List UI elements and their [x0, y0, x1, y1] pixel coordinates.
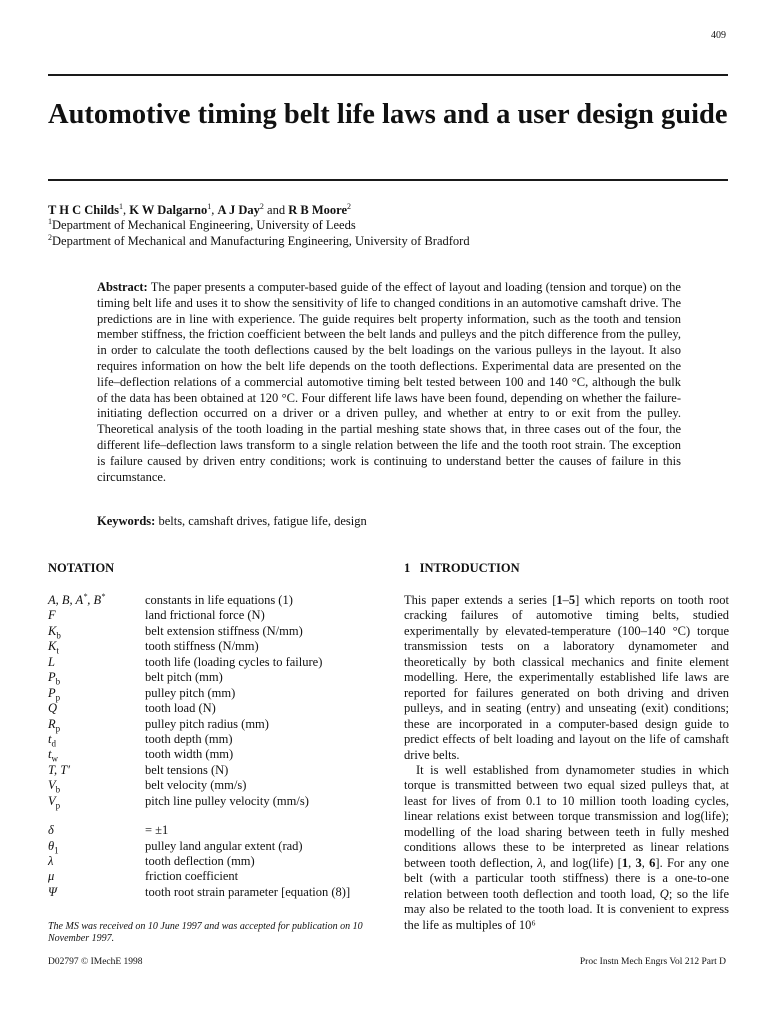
author-list: T H C Childs$^1$, K W Dalgarno$^1$, A J Day$^2$ and R B Moore$^2$	[48, 201, 351, 217]
notation-symbol: μ	[48, 869, 55, 884]
affiliation-1: $^1$Department of Mechanical Engineering, University of Leeds	[48, 216, 356, 232]
notation-description: pitch line pulley velocity (mm/s)	[145, 793, 309, 808]
notation-row	[48, 686, 378, 701]
notation-description: pulley land angular extent (rad)	[145, 838, 303, 853]
notation-description: tooth stiffness (N/mm)	[145, 639, 259, 654]
notation-description: belt velocity (mm/s)	[145, 778, 247, 793]
notation-symbol: $P_b$	[48, 670, 61, 687]
notation-symbol: A, B, A*, B*	[48, 591, 106, 607]
notation-symbol: $t_w$	[48, 747, 58, 764]
notation-row	[48, 778, 378, 793]
introduction-heading: 1 INTRODUCTION	[404, 561, 520, 575]
author-name: A J Day	[217, 203, 260, 217]
notation-description: tooth depth (mm)	[145, 731, 233, 746]
notation-row	[48, 655, 378, 670]
notation-list	[48, 593, 378, 900]
notation-row	[48, 794, 378, 809]
notation-heading: NOTATION	[48, 561, 115, 575]
notation-row	[48, 670, 378, 685]
notation-description: friction coefficient	[145, 869, 239, 884]
notation-symbol: $P_p$	[48, 685, 61, 703]
notation-row	[48, 608, 378, 623]
notation-greek-row	[48, 823, 378, 838]
notation-description: land frictional force (N)	[145, 608, 265, 623]
abstract-text: The paper presents a computer-based guide of the effect of layout and loading (tension and torque) on the timing belt life and uses it to show the sensitivity of life to changed conditions in an automotive camshaft drive. The predictions are in line with experience. The guide requires belt property information, such as the tooth and tension member stiffness, the friction coefficient between the belt lands and pulleys and the pitch difference from the pulley, in order to calculate the tooth deflections caused by the belt loadings on the various pulleys in the layout. It also requires information on how the belt life depends on the tooth deflections. Experimental data are presented on the life–deflection relations of a commercial automotive timing belt tested between 100 and 140 °C, although the bulk of the data has been obtained at 120 °C. Four different life laws have been found, depending on whether the failure-initiating deflection occurred on a driver or a driven pulley, and whether at entry to or exit from the pulley. Theoretical analysis of the tooth loading in the partial meshing state shows that, in three cases out of the four, the different life–deflection laws transform to a single relation between the life and the tooth root strain. The exception is failure caused by driven entry conditions; work is continuing to understand better the causes of failure in this circumstance.	[97, 280, 681, 484]
notation-row	[48, 701, 378, 716]
notation-description: constants in life equations (1)	[145, 593, 293, 607]
received-note: The MS was received on 10 June 1997 and was accepted for publication on 10 November 1997.	[48, 921, 363, 944]
notation-symbol: Ψ	[48, 884, 57, 899]
top-rule	[48, 74, 728, 76]
keywords-text: belts, camshaft drives, fatigue life, design	[158, 514, 367, 528]
notation-description: tooth life (loading cycles to failure)	[145, 654, 323, 669]
notation-row	[48, 763, 378, 778]
affiliation-2: $^2$Department of Mechanical and Manufacturing Engineering, University of Bradford	[48, 232, 470, 248]
abstract-label: Abstract:	[97, 280, 148, 294]
notation-description: tooth root strain parameter [equation (8)]	[145, 884, 351, 899]
notation-description: pulley pitch (mm)	[145, 685, 236, 700]
title-rule	[48, 179, 728, 181]
notation-greek-row	[48, 885, 378, 900]
author-name: R B Moore	[288, 203, 347, 217]
notation-symbol: $V_p$	[48, 793, 61, 811]
notation-symbol: $t_d$	[48, 731, 56, 749]
notation-symbol: Q	[48, 701, 58, 716]
notation-greek-row	[48, 839, 378, 854]
notation-description: belt pitch (mm)	[145, 670, 223, 685]
notation-row	[48, 732, 378, 747]
keywords-label: Keywords:	[97, 514, 156, 528]
paper-title: Automotive timing belt life laws and a user design guide	[48, 99, 728, 130]
notation-description: tooth width (mm)	[145, 747, 234, 762]
notation-greek-row	[48, 854, 378, 869]
notation-greek-row	[48, 869, 378, 884]
notation-row	[48, 747, 378, 762]
notation-symbol: L	[48, 654, 55, 669]
footer-copyright: D02797 © IMechE 1998	[48, 957, 143, 967]
notation-description: pulley pitch radius (mm)	[145, 716, 269, 731]
author-name: T H C Childs	[48, 203, 119, 217]
notation-symbol: $V_b$	[48, 778, 61, 795]
page-number: 409	[711, 30, 726, 41]
notation-symbol: $\theta_1$	[48, 838, 59, 856]
notation-symbol: $K_t$	[48, 639, 59, 656]
notation-description: = ±1	[145, 823, 169, 838]
notation-symbol: T, T′	[48, 762, 70, 777]
introduction-body	[404, 593, 729, 933]
notation-description: belt tensions (N)	[145, 762, 229, 777]
notation-symbol: λ	[48, 854, 54, 868]
author-name: K W Dalgarno	[129, 203, 208, 217]
intro-paragraph-1: This paper extends a series [1–5] which reports on tooth root cracking failures of automotive timing belts, studied experimentally by elevated-temperature (100–140 °C) torque transmission tests on a laboratory dynamometer and theoretically by both classical mechanics and finite element modelling. Here, the experimentally established life laws are reported for failures generated on both driving and driven pulleys, and in seating (entry) and unseating (exit) conditions; these are incorporated in a computer-based design guide to predict effects of belt loading and layout on the life of camshaft drive belts.	[404, 593, 729, 762]
notation-symbol: $K_b$	[48, 623, 61, 641]
notation-symbol: $R_p$	[48, 716, 61, 733]
notation-row	[48, 639, 378, 654]
footer-journal: Proc Instn Mech Engrs Vol 212 Part D	[579, 957, 726, 967]
notation-description: tooth load (N)	[145, 701, 216, 716]
notation-symbol: F	[48, 608, 56, 623]
notation-symbol: δ	[48, 823, 54, 838]
notation-row	[48, 717, 378, 732]
notation-description: belt extension stiffness (N/mm)	[145, 623, 303, 638]
notation-row	[48, 593, 378, 608]
notation-description: tooth deflection (mm)	[145, 854, 255, 868]
notation-row	[48, 624, 378, 639]
intro-paragraph-2: It is well established from dynamometer studies in which torque is transmitted between two equal sized pulleys that, at least for lives of from 0.1 to 10 million tooth loading cycles, linear relations exist between torque transmission and log(life); modelling of the load sharing between teeth in fully meshed conditions allows these to be interpreted as linear relations between tooth deflection, λ, and log(life) [1, 3, 6]. For any one belt (with a particular tooth stiffness) there is a one-to-one relation between tooth deflection and tooth load, Q; so the life may also be related to the tooth load. It is convenient to express the life as multiples of 10⁶	[404, 762, 729, 932]
keywords	[97, 514, 367, 529]
abstract	[97, 280, 681, 485]
